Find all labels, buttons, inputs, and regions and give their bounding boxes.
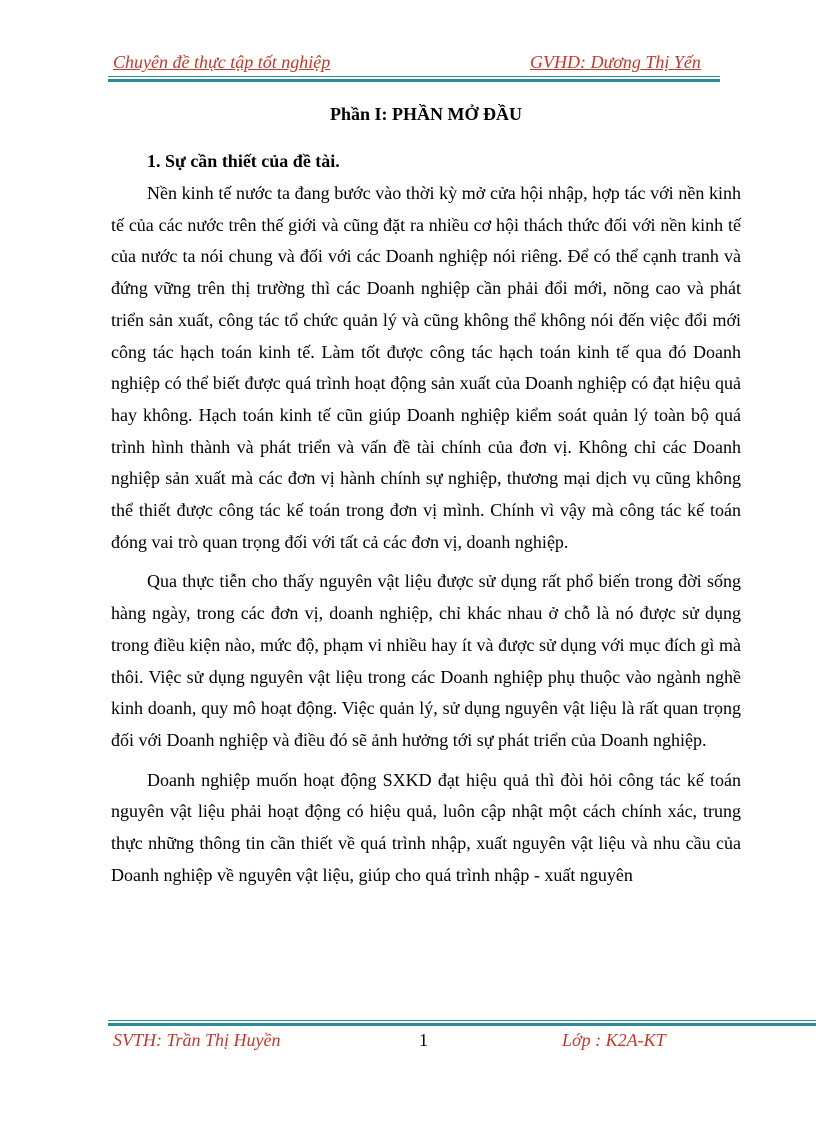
footer-student: SVTH: Trần Thị Huyền — [113, 1030, 281, 1050]
footer-divider — [108, 1020, 816, 1026]
section-heading: 1. Sự cần thiết của đề tài. — [147, 151, 340, 171]
header-supervisor: GVHD: Dương Thị Yến — [530, 52, 701, 72]
header-divider — [108, 76, 720, 82]
footer-class: Lớp : K2A-KT — [562, 1030, 666, 1050]
paragraph-1: Nền kinh tế nước ta đang bước vào thời kỳ mở cửa hội nhập, hợp tác với nền kinh tế của các nước trên thế giới và cũng đặt ra nhiều cơ hội thách thức đối với nền kinh tế của nước ta nói chung và đối với các Doanh nghiệp nói riêng. Để có thể cạnh tranh và đứng vững trên thị trường thì các Doanh nghiệp cần phải đổi mới, nõng cao và phát triển sản xuất, công tác tổ chức quản lý và cũng không thể không nói đến việc đổi mới công tác hạch toán kinh tế. Làm tốt được công tác hạch toán kinh tế qua đó Doanh nghiệp có thể biết được quá trình hoạt động sản xuất của Doanh nghiệp có đạt hiệu quả hay không. Hạch toán kinh tế cũn giúp Doanh nghiệp kiểm soát quản lý toàn bộ quá trình hình thành và phát triển và vấn đề tài chính của đơn vị. Không chỉ các Doanh nghiệp sản xuất mà các đơn vị hành chính sự nghiệp, thương mại dịch vụ cũng không thể thiết được công tác kế toán trong đơn vị mình. Chính vì vậy mà công tác kế toán đóng vai trò quan trọng đối với tất cả các đơn vị, doanh nghiệp. — [111, 183, 741, 552]
page-title: Phần I: PHẦN MỞ ĐẦU — [330, 104, 522, 124]
paragraph-2: Qua thực tiễn cho thấy nguyên vật liệu được sử dụng rất phổ biến trong đời sống hàng ngày, trong các đơn vị, doanh nghiệp, chỉ khác nhau ở chỗ là nó được sử dụng trong điều kiện nào, mức độ, phạm vi nhiều hay ít và được sử dụng với mục đích gì mà thôi. Việc sử dụng nguyên vật liệu trong các Doanh nghiệp phụ thuộc vào ngành nghề kinh doanh, quy mô hoạt động. Việc quản lý, sử dụng nguyên vật liệu là rất quan trọng đối với Doanh nghiệp và điều đó sẽ ảnh hưởng tới sự phát triển của Doanh nghiệp. — [111, 571, 741, 750]
page-header — [113, 50, 721, 76]
paragraph-3: Doanh nghiệp muốn hoạt động SXKD đạt hiệu quả thì đòi hỏi công tác kế toán nguyên vật liệu phải hoạt động có hiệu quả, luôn cập nhật một cách chính xác, trung thực những thông tin cần thiết về quá trình nhập, xuất nguyên vật liệu và nhu cầu của Doanh nghiệp về nguyên vật liệu, giúp cho quá trình nhập - xuất nguyên — [111, 769, 741, 885]
page-footer — [113, 1028, 713, 1054]
page-number: 1 — [419, 1030, 428, 1050]
header-topic: Chuyên đề thực tập tốt nghiệp — [113, 52, 331, 72]
body-text — [111, 178, 741, 891]
